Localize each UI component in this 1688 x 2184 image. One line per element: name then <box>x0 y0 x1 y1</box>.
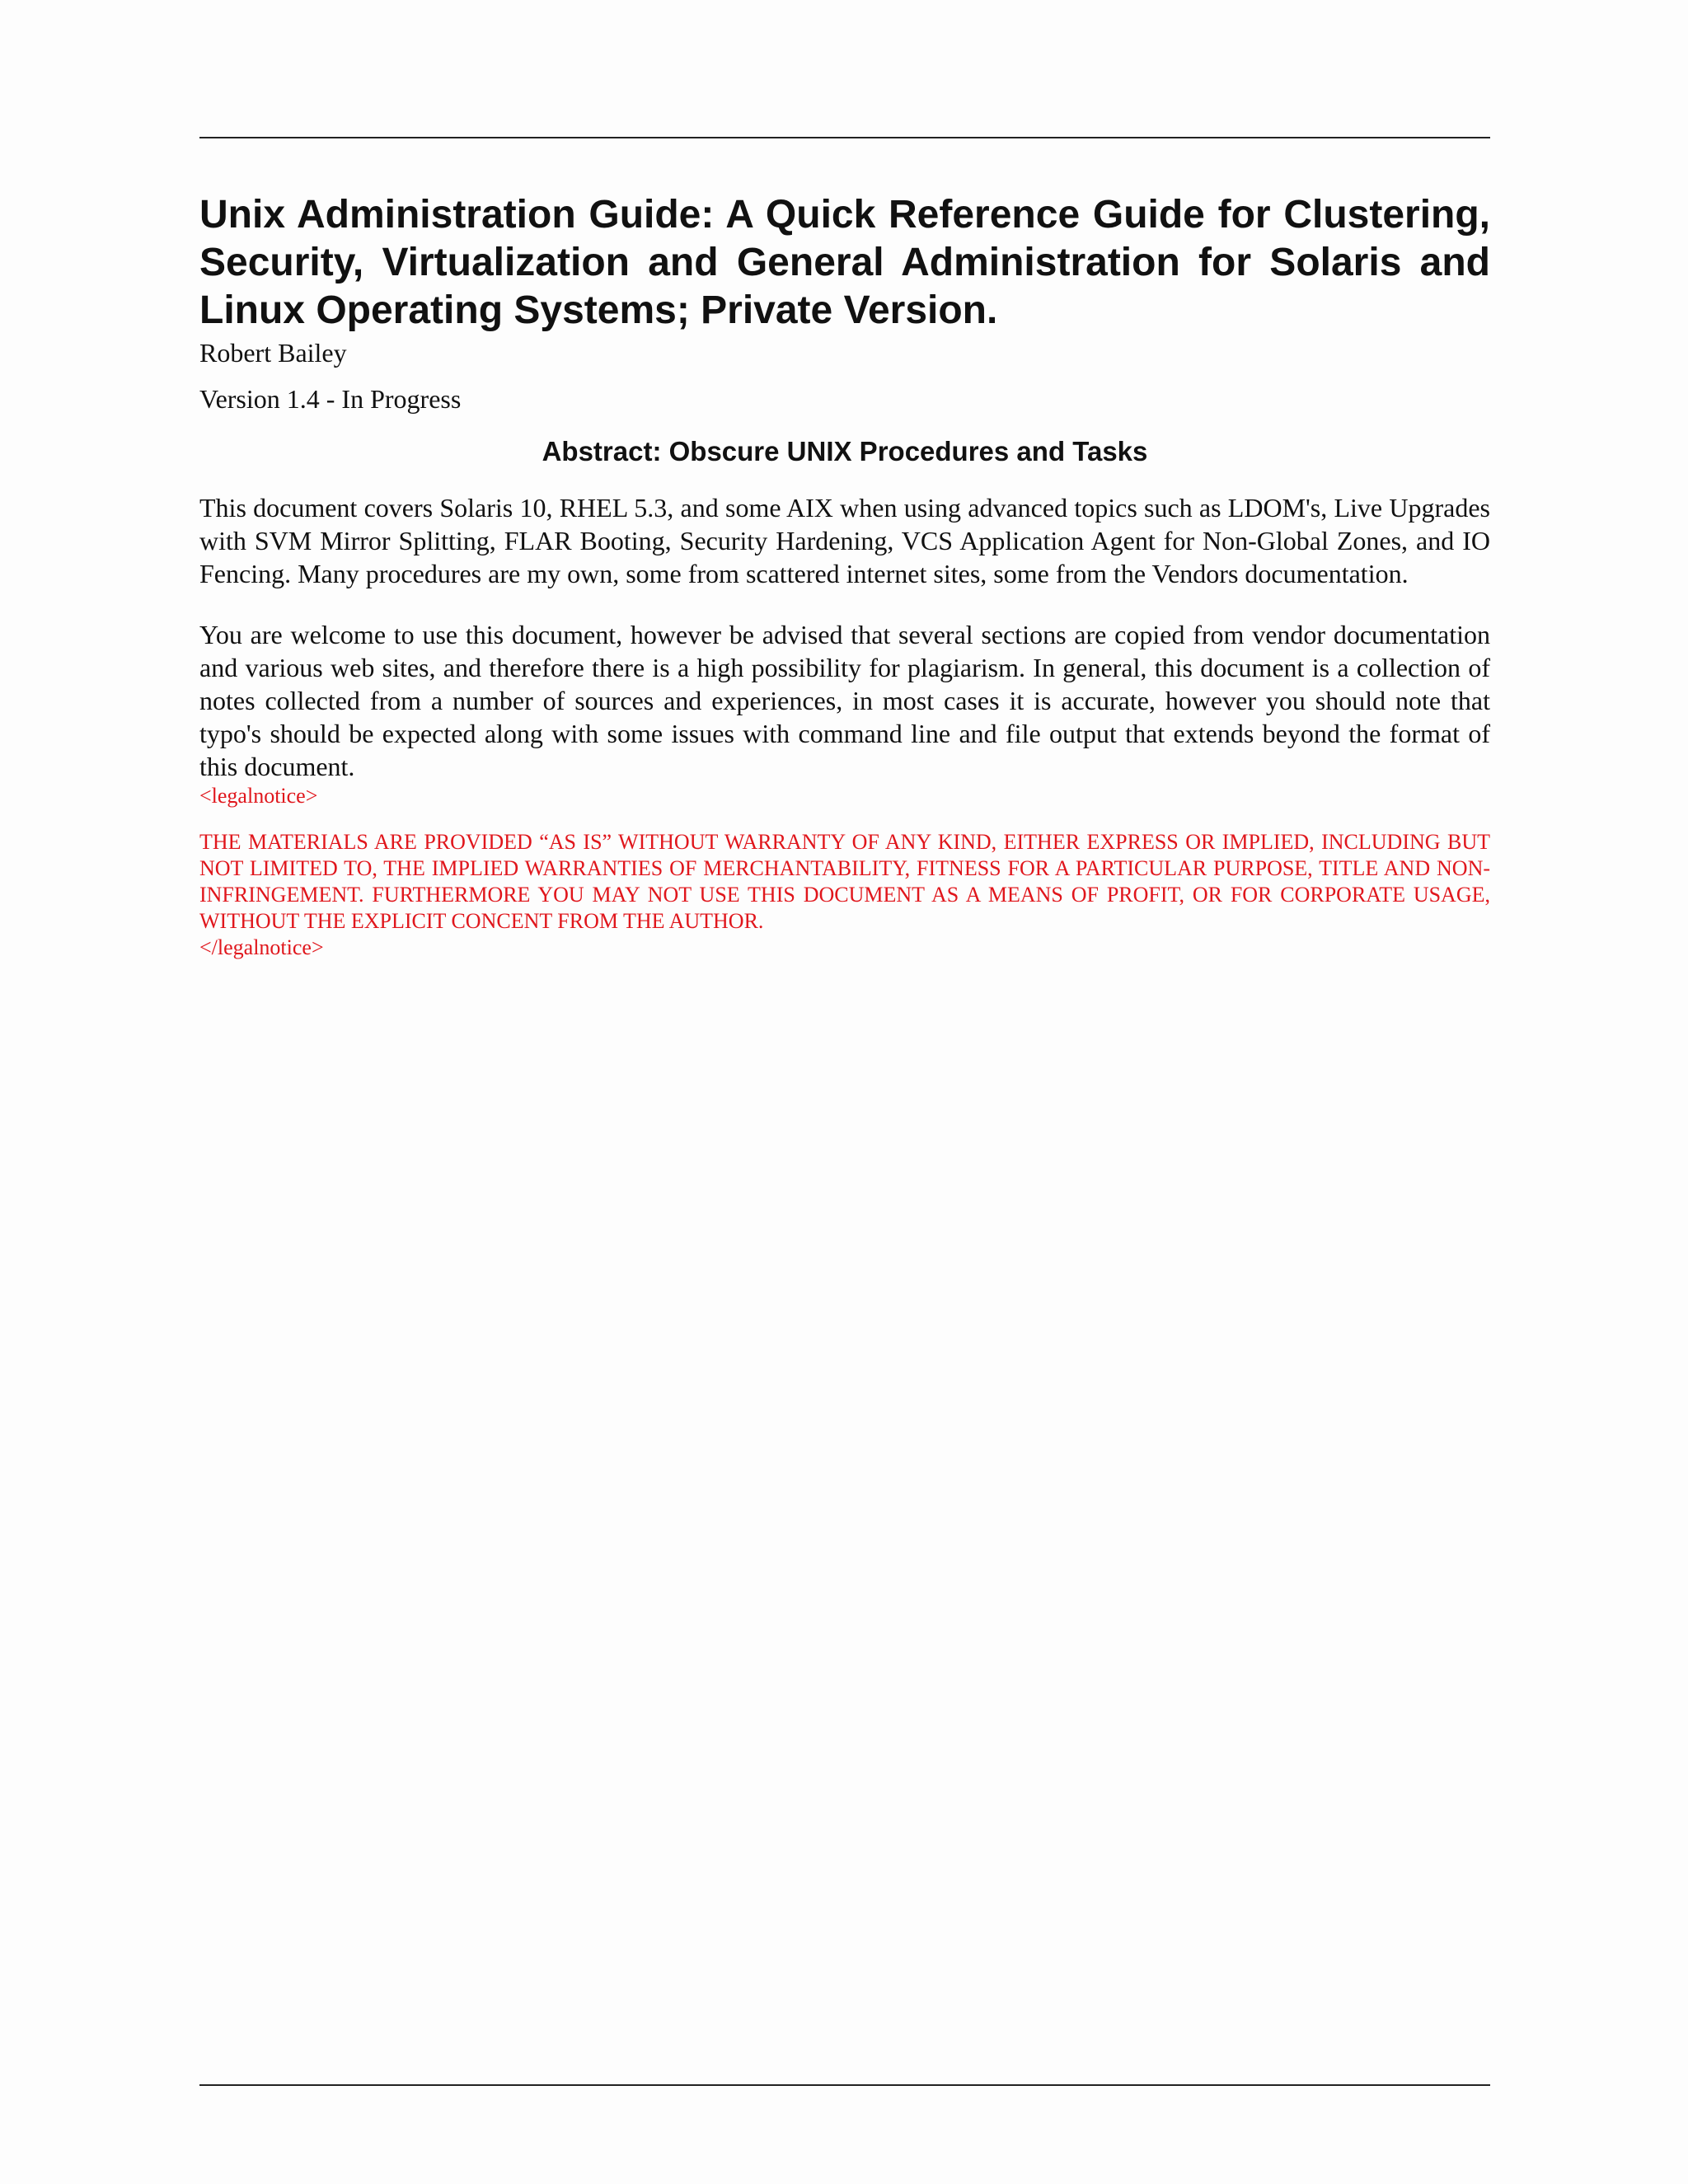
document-content <box>199 191 1490 961</box>
abstract-paragraph-2: You are welcome to use this document, however be advised that several sections are copied from vendor documentation and various web sites, and therefore there is a high possibility for plagiarism. In general, this document is a collection of notes collected from a number of sources and experiences, in most cases it is accurate, however you should note that typo's should be expected along with some issues with command line and file output that extends beyond the format of this document. <box>199 620 1490 781</box>
legal-open-tag: <legalnotice> <box>199 784 318 808</box>
legal-close-tag: </legalnotice> <box>199 935 324 959</box>
top-rule <box>199 137 1490 138</box>
document-title: Unix Administration Guide: A Quick Reference Guide for Clustering, Security, Virtualization and General Administration for Solaris and Linux Operating Systems; Private Version. <box>199 193 1490 332</box>
abstract-heading: Abstract: Obscure UNIX Procedures and Tasks <box>542 436 1148 466</box>
bottom-rule <box>199 2084 1490 2086</box>
version-label: Version 1.4 - In Progress <box>199 384 462 414</box>
legal-notice <box>199 783 1490 961</box>
author-name: Robert Bailey <box>199 338 347 368</box>
legal-notice-text: THE MATERIALS ARE PROVIDED “AS IS” WITHOUT WARRANTY OF ANY KIND, EITHER EXPRESS OR IMPLIED, INCLUDING BUT NOT LIMITED TO, THE IMPLIED WARRANTIES OF MERCHANTABILITY, FITNESS FOR A PARTICULAR PURPOSE, TITLE AND NON-INFRINGEMENT. FURTHERMORE YOU MAY NOT USE THIS DOCUMENT AS A MEANS OF PROFIT, OR FOR CORPORATE USAGE, WITHOUT THE EXPLICIT CONCENT FROM THE AUTHOR. <box>199 830 1490 933</box>
abstract-paragraph-1: This document covers Solaris 10, RHEL 5.3, and some AIX when using advanced topics such as LDOM's, Live Upgrades with SVM Mirror Splitting, FLAR Booting, Security Hardening, VCS Application Agent for Non-Global Zones, and IO Fencing. Many procedures are my own, some from scattered internet sites, some from the Vendors documentation. <box>199 493 1490 588</box>
